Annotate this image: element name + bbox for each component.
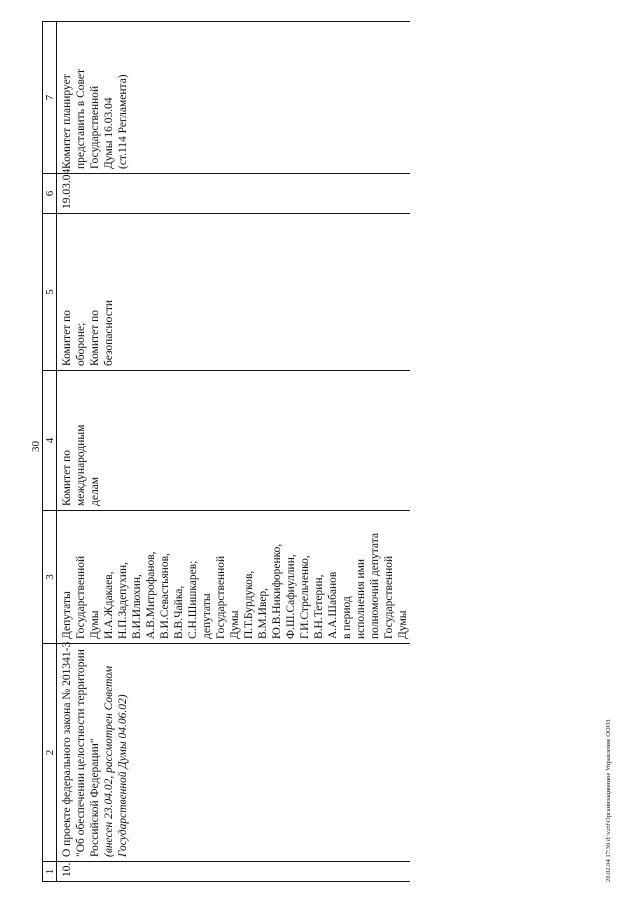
sponsor-line: Государственной xyxy=(383,555,395,639)
bill-title-line: "Об обеспечении целостности территории xyxy=(75,649,87,857)
column-header-2: 2 xyxy=(43,644,57,862)
sponsor-line: Ф.Ш.Сафиуллин, xyxy=(285,554,297,639)
sponsor-line: в период xyxy=(341,596,353,639)
column-header-6: 6 xyxy=(43,174,57,214)
sponsor-line: В.Н.Тетерин, xyxy=(313,574,325,639)
sponsor-line: В.И.Севастьянов, xyxy=(159,553,171,639)
co-committee-line: безопасности xyxy=(103,299,115,366)
sponsor-line: Думы xyxy=(89,610,101,639)
note-line: Государственной xyxy=(89,85,101,169)
sponsor-line: Государственной xyxy=(215,555,227,639)
sponsor-line: С.Н.Шишкарев; xyxy=(187,560,199,639)
footer-file-stamp: 20.02.04 17:39 d:\v.rtf\Организационное Управление ООО3 xyxy=(605,719,612,882)
sponsor-line: исполнения ими xyxy=(355,558,367,639)
sponsor-line: А.В.Митрофанов, xyxy=(145,551,157,639)
bill-description xyxy=(57,641,411,862)
note-line: представить в Совет xyxy=(75,68,87,169)
page-number: 30 xyxy=(30,441,42,452)
column-header-5: 5 xyxy=(43,214,57,371)
note-line: (ст.114 Регламента) xyxy=(117,74,129,169)
sponsor-line: В.В.Чайка, xyxy=(173,585,185,639)
co-committee-line: Комитет по xyxy=(89,310,101,366)
column-number-row xyxy=(43,22,57,882)
sponsor-line: И.А.Ждакаев, xyxy=(103,571,115,639)
bills-table xyxy=(42,21,410,882)
column-header-1: 1 xyxy=(43,862,57,882)
bill-submission-line: (внесен 23.04.02, рассмотрен Советом xyxy=(103,665,115,857)
sponsor-line: Государственной xyxy=(75,555,87,639)
sponsor-line: Думы xyxy=(397,610,409,639)
lead-committee-line: делам xyxy=(89,476,101,506)
sponsor-line: полномочий депутата xyxy=(369,533,381,639)
lead-committee-line: Комитет по xyxy=(61,450,73,506)
column-header-4: 4 xyxy=(43,371,57,511)
note-line: Думы 16.03.04 xyxy=(103,97,115,169)
co-committee-line: обороне; xyxy=(75,322,87,366)
bill-submission-line: Государственной Думы 04.06.02) xyxy=(117,694,129,857)
sponsor-line: В.И.Илюхин, xyxy=(131,574,143,639)
sponsor-line: Н.П.Задепухин, xyxy=(117,561,129,639)
lead-committee-cell xyxy=(57,371,411,511)
sponsors-cell xyxy=(57,511,411,644)
sponsor-line: Депутаты xyxy=(61,591,73,639)
sponsor-line: Думы xyxy=(229,610,241,639)
sponsor-line: А.А.Шабанов xyxy=(327,571,339,639)
column-header-7: 7 xyxy=(43,22,57,174)
co-committees-cell xyxy=(57,214,411,371)
sponsor-line: Г.И.Стрельченко, xyxy=(299,555,311,639)
sponsor-line: П.Т.Бурдуков, xyxy=(243,570,255,639)
column-header-3: 3 xyxy=(43,511,57,644)
date-cell: 19.03.04 xyxy=(57,174,411,214)
table-row xyxy=(57,22,411,882)
note-line: Комитет планирует xyxy=(61,74,73,169)
note-cell xyxy=(57,22,411,174)
row-number: 10. xyxy=(57,862,411,882)
sponsor-line: депутаты xyxy=(201,593,213,639)
sponsor-line: Ю.В.Никифоренко, xyxy=(271,543,283,639)
bill-title-line: О проекте федерального закона № 201341-3 xyxy=(61,641,73,857)
lead-committee-line: международным xyxy=(75,424,87,506)
sponsor-line: В.М.Ивер, xyxy=(257,587,269,639)
co-committee-line: Комитет по xyxy=(61,310,73,366)
bill-title-line: Российской Федерации" xyxy=(89,738,101,857)
